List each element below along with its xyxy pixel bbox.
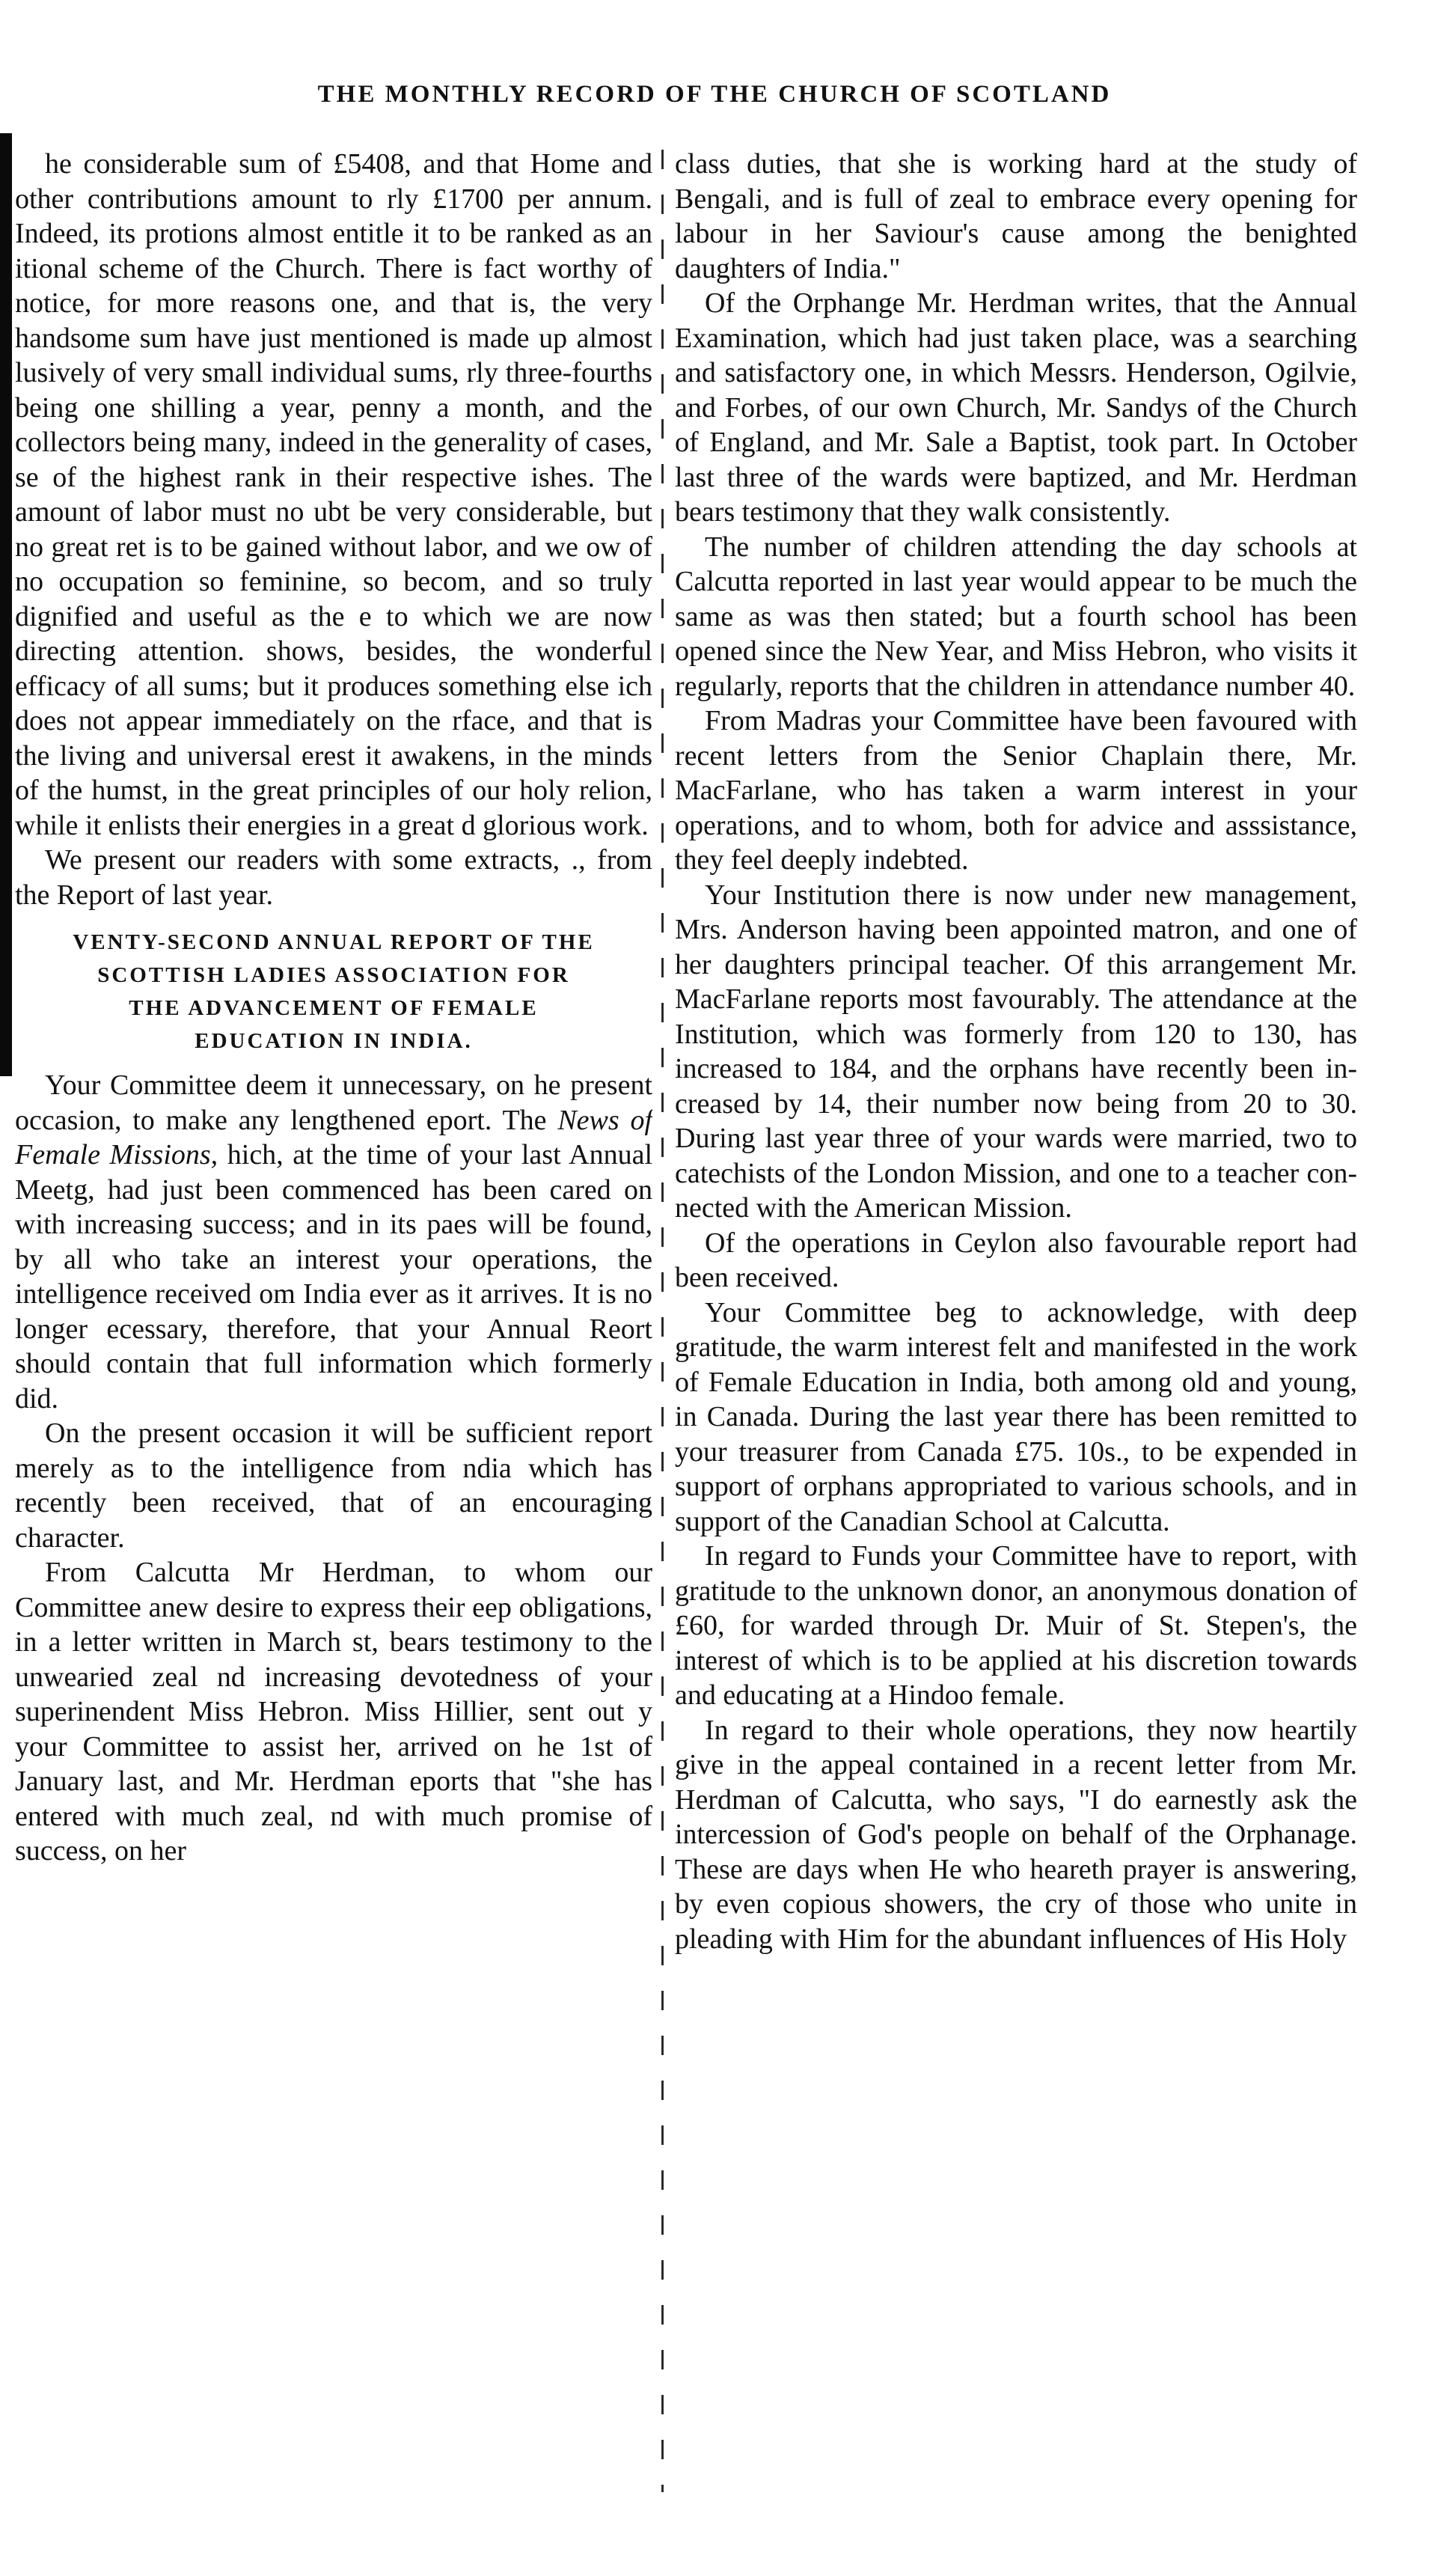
report-title-line-1: VENTY-SECOND ANNUAL REPORT OF THE — [73, 930, 595, 954]
right-column — [675, 147, 1357, 2497]
report-title-line-4: EDUCATION IN INDIA. — [195, 1029, 473, 1053]
report-title-line-3: THE ADVANCEMENT OF FEMALE — [129, 996, 539, 1020]
right-paragraph-2: Of the Orphange Mr. Herdman writes, that the Annual Examination, which had just taken place, was a searching and satisfactory one, in which Messrs. Henderson, Ogilvie, and Forbes, of our own Church, Mr. Sandys of the Church of England, and Mr. Sale a Baptist, took part. In October last three of the wards were baptized, and Mr. Herdman bears testimony that they walk consistently. — [675, 287, 1357, 528]
report-title — [15, 926, 652, 1057]
left-column — [15, 147, 652, 2497]
report-title-line-2: SCOTTISH LADIES ASSOCIATION FOR — [97, 963, 570, 987]
publication-title: News of Female Missions, — [15, 1104, 652, 1171]
column-rule — [661, 150, 664, 2492]
right-paragraph-8: In regard to Funds your Committee have to report, with gratitude to the unknown donor, an anonymous donation of £60, for warded through Dr. Muir of St. Stepen's, the interest of which is to be applied at his discretion towards and educating at a Hindoo female. — [675, 1540, 1357, 1711]
right-paragraph-1: class duties, that she is working hard at the study of Bengali, and is full of zeal to embrace every opening for labour in her Saviour's cause among the benighted daughters of India." — [675, 148, 1357, 284]
left-paragraph-5: From Calcutta Mr Herdman, to whom our Committee anew desire to express their eep obligations, in a letter written in March st, bears testimony to the unwearied zeal nd increasing devotedness of your superinendent Miss Hebron. Miss Hillier, sent out y your Committee to assist her, arrived on he 1st of January last, and Mr. Herdman eports that "she has entered with much zeal, nd with much promise of success, on her — [15, 1557, 652, 1867]
left-paragraph-3-text-a: Your Committee deem it unnecessary, on he present occasion, to make any lengthened eport. The — [15, 1069, 652, 1136]
left-paragraph-3-text-b: hich, at the time of your last Annual Meetg, had just been commenced has been cared on with increasing success; and in its paes will be found, by all who take an interest your operations, the intelligence received om India ever as it arrives. It is no longer ecessary, therefore, that your Annual Reort should contain that full information which formerly did. — [15, 1139, 652, 1414]
right-paragraph-9: In regard to their whole operations, they now heartily give in the appeal contained in a recent letter from Mr. Herdman of Calcutta, who says, "I do earnestly ask the intercession of God's people on behalf of the Orphanage. These are days when He who heareth prayer is answering, by even copious showers, the cry of those who unite in pleading with Him for the abundant influences of His Holy — [675, 1714, 1357, 1955]
right-paragraph-5: Your Institution there is now under new management, Mrs. Anderson having been appointed matron, and one of her daughters principal teacher. Of this arrangement Mr. MacFarlane reports most favourably. The attendance at the Institution, which was formerly from 120 to 130, has increased to 184, and the orphans have recently been increased by 14, their number now being from 20 to 30. During last year three of your wards were married, two to catechists of the London Mission, and one to a teacher connected with the American Mission. — [675, 879, 1357, 1224]
right-paragraph-4: From Madras your Committee have been favoured with recent letters from the Senior Chaplain there, Mr. MacFarlane, who has taken a warm interest in your operations, and to whom, both for advice and asssistance, they feel deeply indebted. — [675, 705, 1357, 876]
right-paragraph-6: Of the operations in Ceylon also favourable report had been received. — [675, 1227, 1357, 1293]
left-paragraph-4: On the present occasion it will be sufficient report merely as to the intelligence from ndia which has recently been received, that of an encouraging character. — [15, 1417, 652, 1554]
right-paragraph-7: Your Committee beg to acknowledge, with deep gratitude, the warm interest felt and manifested in the work of Female Education in India, both among old and young, in Canada. During the last year there has been remitted to your treasurer from Canada £75. 10s., to be expended in support of orphans appropriated to various schools, and in support of the Canadian School at Calcutta. — [675, 1296, 1357, 1537]
binding-shadow — [0, 133, 12, 1076]
left-paragraph-1: he considerable sum of £5408, and that Home and other contributions amount to rly £1700 per annum. Indeed, its protions almost entitle it to be ranked as an itional scheme of the Church. There is fact worthy of notice, for more reasons one, and that is, the very handsome sum have just mentioned is made up almost lusively of very small individual sums, rly three-fourths being one shilling a year, penny a month, and the collectors being many, indeed in the generality of cases, se of the highest rank in their respective ishes. The amount of labor must no ubt be very considerable, but no great ret is to be gained without labor, and we ow of no occupation so feminine, so becom, and so truly dignified and useful as the e to which we are now directing attention. shows, besides, the wonderful efficacy of all sums; but it produces something else ich does not appear immediately on the rface, and that is the living and universal erest it awakens, in the minds of the humst, in the great principles of our holy relion, while it enlists their energies in a great d glorious work. — [15, 148, 652, 841]
right-paragraph-3: The number of children attending the day schools at Calcutta reported in last year would appear to be much the same as was then stated; but a fourth school has been opened since the New Year, and Miss Hebron, who visits it regularly, reports that the children in attendance number 40. — [675, 531, 1357, 702]
running-head: THE MONTHLY RECORD OF THE CHURCH OF SCOTLAND — [317, 81, 1112, 108]
left-paragraph-3 — [15, 1068, 652, 1416]
left-paragraph-2: We present our readers with some extracts, ., from the Report of last year. — [15, 844, 652, 911]
